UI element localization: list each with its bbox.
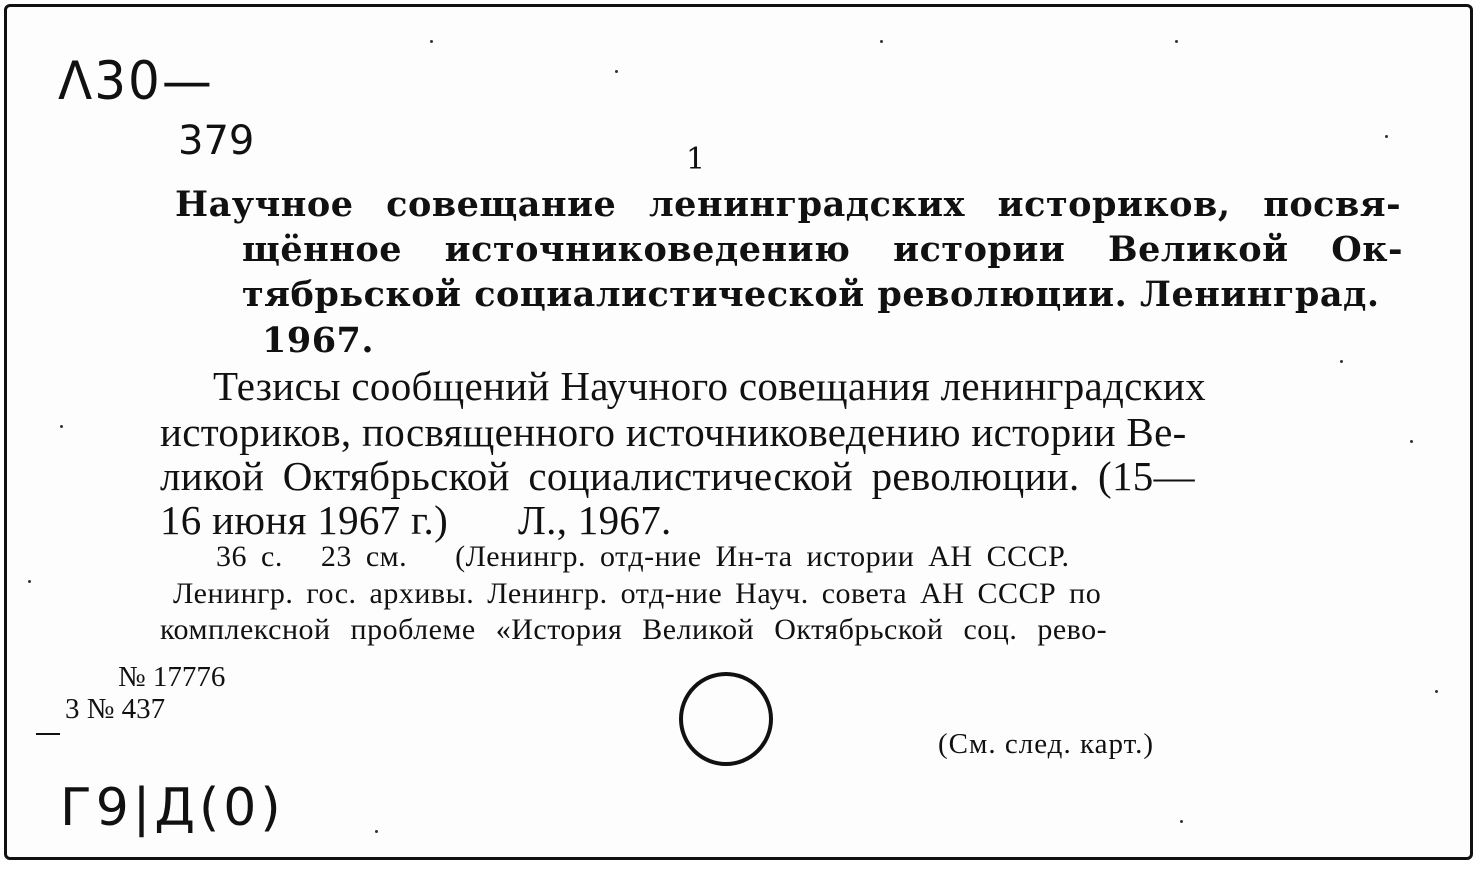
shelfmark-top: Λ30— — [58, 50, 214, 112]
speck — [28, 580, 31, 583]
body-line: Тезисы сообщений Научного совещания ленинградских — [213, 363, 1206, 409]
series-line: комплексной проблеме «История Великой Октябрьской соц. рево- — [160, 613, 1108, 646]
speck — [1410, 440, 1413, 443]
shelfmark-bottom: 379 — [178, 118, 255, 164]
speck — [1180, 820, 1183, 823]
speck — [430, 40, 433, 43]
card-number: 1 — [686, 142, 706, 177]
pencil-tick — [36, 733, 60, 735]
heading-line: Научное совещание ленинградских историков, посвя- — [175, 184, 1402, 225]
series-start: (Ленингр. отд-ние Ин-та истории АН СССР. — [455, 540, 1070, 573]
speck — [615, 70, 618, 73]
body-line: историков, посвященного источниковедению истории Ве- — [160, 409, 1187, 455]
speck — [375, 830, 378, 833]
publication: Л., 1967. — [518, 497, 672, 543]
body-line-with-publication — [160, 496, 672, 544]
continued-note: (См. след. карт.) — [938, 728, 1154, 760]
speck — [60, 425, 63, 428]
heading-line: щённое источниковедению истории Великой Ок- — [242, 229, 1404, 270]
collation-line — [216, 540, 1070, 574]
body-line: ликой Октябрьской социалистической революции. (15— — [160, 453, 1195, 499]
classmark: Г9|Д(0) — [60, 778, 285, 838]
size: 23 см. — [320, 540, 408, 573]
speck — [1385, 135, 1388, 138]
speck — [1340, 360, 1343, 363]
body-line: 16 июня 1967 г.) — [160, 497, 449, 543]
pages: 36 с. — [216, 540, 283, 573]
heading-line: тябрьской социалистической революции. Ленинград. — [242, 274, 1380, 315]
inventory-number: 3 № 437 — [65, 693, 166, 725]
inventory-number: № 17776 — [118, 661, 226, 693]
speck — [1435, 690, 1438, 693]
punch-hole — [679, 672, 773, 766]
series-line: Ленингр. гос. архивы. Ленингр. отд-ние Науч. совета АН СССР по — [173, 577, 1102, 610]
speck — [1175, 40, 1178, 43]
heading-line: 1967. — [262, 320, 375, 361]
speck — [880, 40, 883, 43]
